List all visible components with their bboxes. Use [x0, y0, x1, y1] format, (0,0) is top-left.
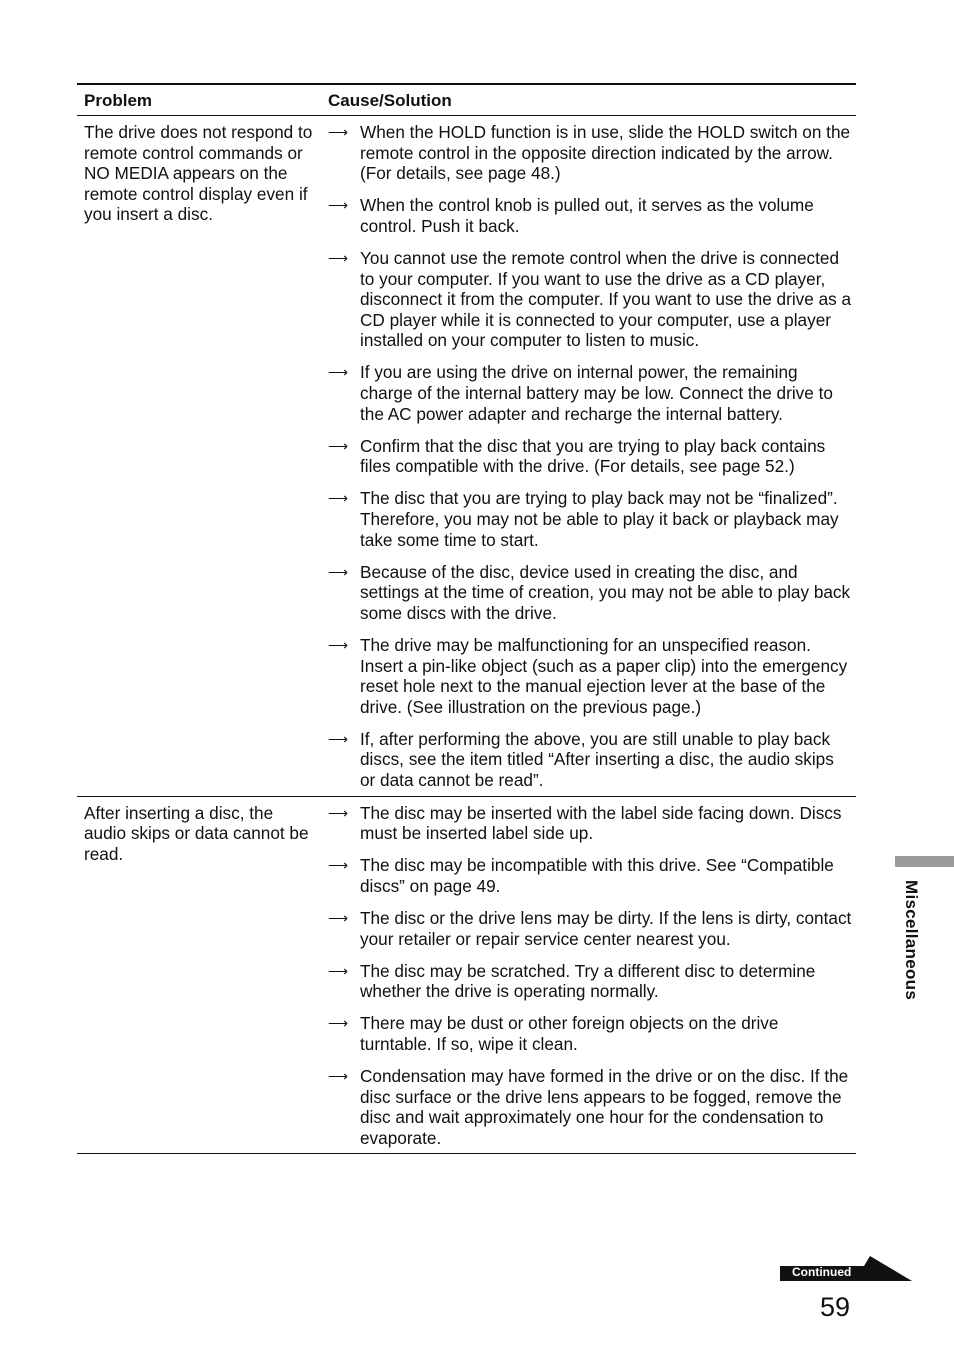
solution-text: Because of the disc, device used in creating the disc, and settings at the time of creation, you may not be able to play back some discs with the drive.: [360, 561, 851, 623]
arrow-icon: ⟶: [328, 857, 349, 874]
table-row: [77, 796, 856, 1154]
arrow-icon: ⟶: [328, 962, 349, 979]
arrow-icon: ⟶: [328, 636, 349, 653]
solution-item: [328, 961, 856, 1002]
continued-marker: [780, 1256, 912, 1282]
solution-text: When the control knob is pulled out, it serves as the volume control. Push it back.: [360, 195, 814, 236]
arrow-icon: ⟶: [328, 490, 349, 507]
section-label: Miscellaneous: [902, 880, 921, 1001]
table-header: [77, 85, 856, 116]
arrow-icon: ⟶: [328, 249, 349, 266]
arrow-icon: ⟶: [328, 804, 349, 821]
solution-text: The disc that you are trying to play back may not be “finalized”. Therefore, you may not be able to play it back or playback may take some time to start.: [360, 488, 839, 550]
arrow-icon: ⟶: [328, 730, 349, 747]
solution-item: [328, 248, 856, 351]
solution-text: Confirm that the disc that you are trying to play back contains files compatible with the drive. (For details, see page 52.): [360, 435, 826, 477]
solution-item: [328, 855, 856, 896]
continued-label: Continued: [792, 1265, 852, 1279]
solution-text: The drive may be malfunctioning for an unspecified reason. Insert a pin-like object (such as a paper clip) into the emergency reset hole next to the manual ejection lever at the base of the drive. (See illustration on the previous page.): [360, 634, 848, 717]
solution-item: [328, 436, 856, 477]
solution-text: If you are using the drive on internal power, the remaining charge of the internal battery may be low. Connect the drive to the AC power adapter and recharge the internal battery.: [360, 362, 833, 424]
solution-item: [328, 803, 856, 844]
page-number: 59: [820, 1292, 851, 1322]
arrow-icon: ⟶: [328, 437, 349, 454]
solution-item: [328, 1013, 856, 1054]
solution-item: [328, 195, 856, 236]
arrow-icon: ⟶: [328, 1068, 349, 1085]
solution-text: The disc may be incompatible with this drive. See “Compatible discs” on page 49.: [360, 855, 834, 896]
solution-text: The disc may be inserted with the label side facing down. Discs must be inserted label side up.: [360, 802, 842, 844]
solution-text: You cannot use the remote control when the drive is connected to your computer. If you want to use the drive as a CD player, disconnect it from the computer. If you want to use the drive as a CD player while it is connected to your computer, use a player installed on your computer to listen to music.: [360, 247, 852, 351]
arrow-icon: ⟶: [328, 364, 349, 381]
solution-item: [328, 362, 856, 424]
problem-cell: The drive does not respond to remote control commands or NO MEDIA appears on the remote control display even if you insert a disc.: [84, 122, 313, 225]
arrow-icon: ⟶: [328, 1015, 349, 1032]
solution-item: [328, 908, 856, 949]
troubleshooting-table: [77, 83, 856, 1154]
arrow-icon: ⟶: [328, 124, 349, 140]
solution-text: The disc or the drive lens may be dirty. If the lens is dirty, contact your retailer or repair service center nearest you.: [360, 908, 852, 949]
header-problem: Problem: [84, 91, 153, 110]
section-tab-marker: [895, 856, 954, 867]
solution-item: [328, 122, 856, 184]
solution-text: If, after performing the above, you are still unable to play back discs, see the item titled “After inserting a disc, the audio skips or data cannot be read”.: [360, 728, 834, 791]
header-cause-solution: Cause/Solution: [328, 91, 452, 110]
solution-item: [328, 488, 856, 550]
solution-item: [328, 729, 856, 791]
arrow-icon: ⟶: [328, 197, 349, 214]
arrow-icon: ⟶: [328, 910, 349, 926]
arrow-icon: ⟶: [328, 563, 349, 580]
solution-text: When the HOLD function is in use, slide the HOLD switch on the remote control in the opposite direction indicated by the arrow. (For details, see page 48.): [360, 122, 851, 184]
solution-text: Condensation may have formed in the drive or on the disc. If the disc surface or the drive lens appears to be fogged, remove the disc and wait approximately one hour for the condensation to evaporate.: [360, 1066, 849, 1148]
table-row: [77, 116, 856, 796]
solution-text: The disc may be scratched. Try a different disc to determine whether the drive is operating normally.: [360, 960, 816, 1002]
solution-list: [328, 797, 856, 1154]
solution-item: [328, 635, 856, 717]
solution-text: There may be dust or other foreign objects on the drive turntable. If so, wipe it clean.: [360, 1013, 779, 1054]
solution-item: [328, 562, 856, 624]
solution-list: [328, 116, 856, 796]
solution-item: [328, 1066, 856, 1148]
problem-cell: After inserting a disc, the audio skips or data cannot be read.: [84, 802, 309, 864]
